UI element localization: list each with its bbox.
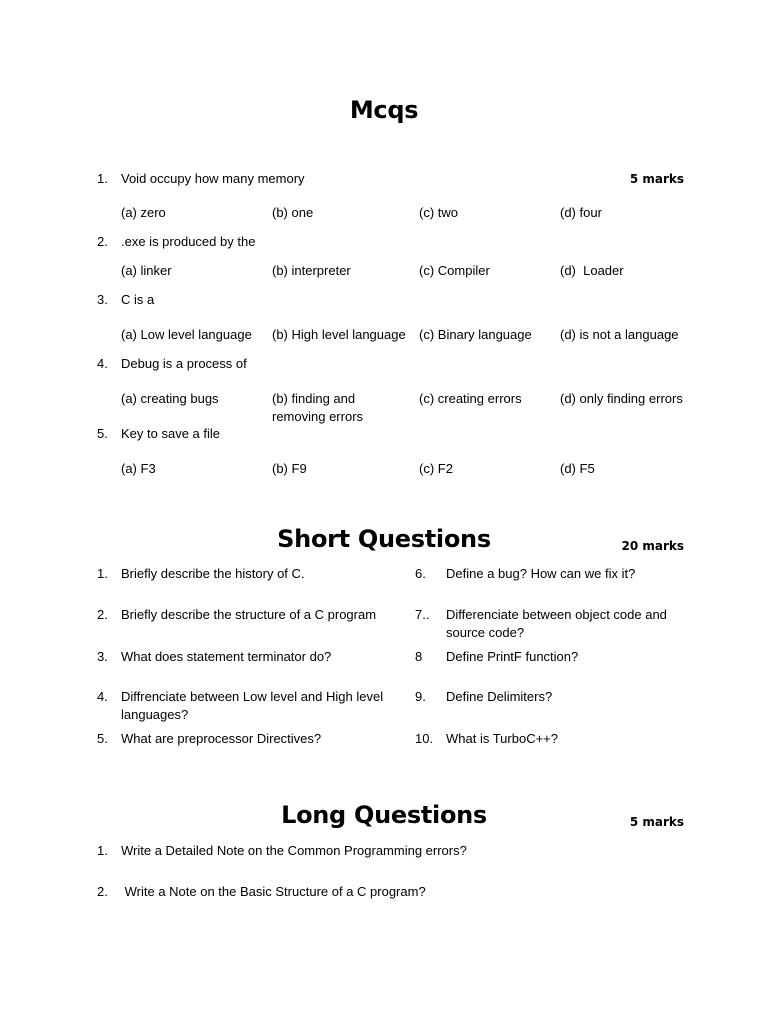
option-d: (d) F5	[560, 461, 595, 476]
question-number: 4.	[97, 689, 108, 704]
option-d: (d) Loader	[560, 263, 624, 278]
option-b: (b) interpreter	[272, 263, 351, 278]
mcqs-marks: 5 marks	[629, 172, 684, 186]
option-c: (c) two	[419, 205, 458, 220]
question-number: 5.	[97, 426, 108, 441]
question-text: What does statement terminator do?	[121, 649, 332, 664]
question-number: 5.	[97, 731, 108, 746]
question-number: 3.	[97, 649, 108, 664]
question-number: 10.	[415, 731, 434, 746]
question-number: 6.	[415, 566, 426, 581]
question-number: 2.	[97, 607, 108, 622]
question-text: Differenciate between object code and source code?	[446, 607, 667, 640]
question-number: 1.	[97, 171, 108, 186]
short-questions-marks: 20 marks	[621, 539, 684, 553]
question-number: 2.	[97, 884, 108, 899]
long-questions-marks: 5 marks	[629, 815, 684, 829]
question-text: Write a Note on the Basic Structure of a C program?	[121, 884, 426, 899]
question-number: 2.	[97, 234, 108, 249]
question-text: Debug is a process of	[121, 356, 247, 371]
question-text: Briefly describe the structure of a C program	[121, 607, 377, 622]
question-number: 7..	[415, 607, 430, 622]
option-a: (a) zero	[121, 205, 166, 220]
question-number: 9.	[415, 689, 426, 704]
question-text: Diffrenciate between Low level and High level languages?	[121, 689, 384, 722]
short-questions-heading: Short Questions	[277, 525, 491, 553]
option-d: (d) four	[560, 205, 602, 220]
question-text: Define Delimiters?	[446, 689, 553, 704]
option-a: (a) F3	[121, 461, 156, 476]
question-number: 1.	[97, 843, 108, 858]
question-number: 3.	[97, 292, 108, 307]
question-text: What is TurboC++?	[446, 731, 558, 746]
question-text: Key to save a file	[121, 426, 220, 441]
question-text: Write a Detailed Note on the Common Programming errors?	[121, 843, 467, 858]
option-c: (c) Binary language	[419, 327, 532, 342]
option-a: (a) Low level language	[121, 327, 252, 342]
option-b: (b) one	[272, 205, 314, 220]
option-b: (b) F9	[272, 461, 307, 476]
question-text: Void occupy how many memory	[121, 171, 305, 186]
question-text: Define PrintF function?	[446, 649, 579, 664]
option-b: (b) High level language	[272, 327, 406, 342]
long-questions-heading: Long Questions	[281, 801, 487, 829]
option-c: (c) F2	[419, 461, 453, 476]
option-c: (c) creating errors	[419, 391, 522, 406]
mcqs-heading: Mcqs	[349, 96, 419, 124]
question-text: What are preprocessor Directives?	[121, 731, 322, 746]
option-a: (a) creating bugs	[121, 391, 219, 406]
option-a: (a) linker	[121, 263, 172, 278]
question-number: 8	[415, 649, 423, 664]
question-text: Define a bug? How can we fix it?	[446, 566, 636, 581]
question-number: 1.	[97, 566, 108, 581]
option-c: (c) Compiler	[419, 263, 490, 278]
option-d: (d) only finding errors	[560, 391, 683, 406]
question-number: 4.	[97, 356, 108, 371]
option-d: (d) is not a language	[560, 327, 679, 342]
option-b: (b) finding and removing errors	[272, 391, 364, 424]
question-text: .exe is produced by the	[121, 234, 256, 249]
question-text: C is a	[121, 292, 155, 307]
question-text: Briefly describe the history of C.	[121, 566, 305, 581]
